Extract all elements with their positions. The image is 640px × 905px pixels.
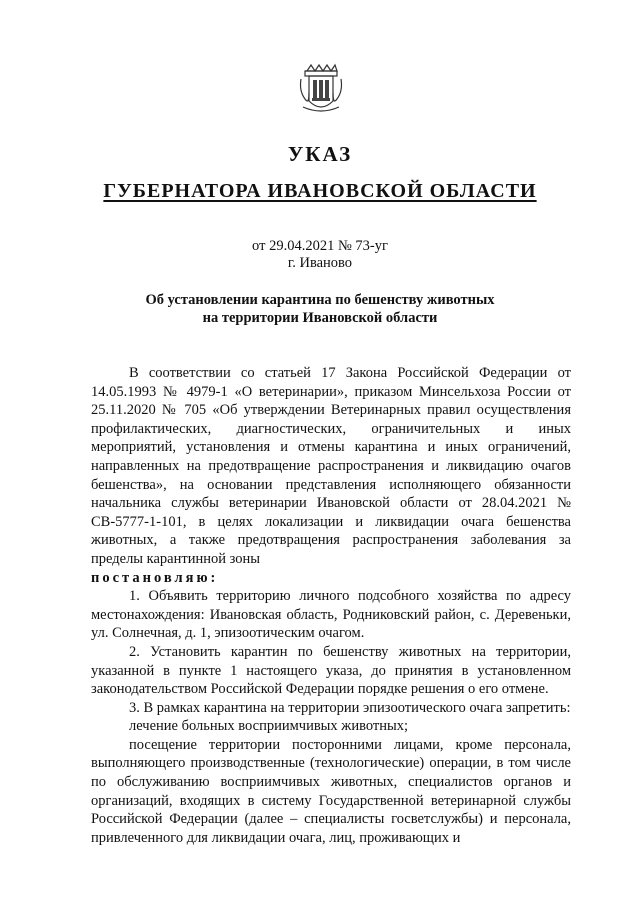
item-3-subitem-a: лечение больных восприимчивых животных; bbox=[129, 718, 408, 735]
document-issuer bbox=[0, 180, 640, 203]
subject-line-1: Об установлении карантина по бешенству животных bbox=[145, 292, 495, 308]
decree-word bbox=[91, 569, 571, 588]
item-2: 2. Установить карантин по бешенству животных на территории, указанной в пункте 1 настоящего указа, до принятия в установленном законодательством Российской Федерации порядке решения о его отмене. bbox=[91, 643, 571, 698]
subject-line-2: на территории Ивановской области bbox=[202, 310, 438, 326]
preamble-paragraph: В соответствии со статьей 17 Закона Российской Федерации от 14.05.1993 № 4979-1 «О ветеринарии», приказом Минсельхоза России от 25.11.2020 № 705 «Об утверждении Ветеринарных правил осуществления профилактических, диагностических, ограничительных и иных мероприятий, установления и отмены карантина и иных ограничений, направленных на предотвращение распространения и ликвидацию очагов бешенства», на основании представления исполняющего обязанности начальника службы ветеринарии Ивановской области от 28.04.2021 № СВ-5777-1-101, в целях локализации и ликвидации очага бешенства животных, а также предотвращения распространения заболевания за пределы карантинной зоны bbox=[91, 365, 571, 567]
document-title: УКАЗ bbox=[287, 142, 353, 166]
item-3: 3. В рамках карантина на территории эпизоотического очага запретить: bbox=[129, 699, 571, 716]
decree-word-text: постановляю: bbox=[91, 569, 219, 586]
item-3-subitem-b: посещение территории посторонними лицами, кроме персонала, выполняющего производственные (технологические) операции, в том числе по обслуживанию восприимчивых животных, специалистов органов и организаций, входящих в систему Государственной ветеринарной службы Российской Федерации (далее – специалисты госветслужбы) и персонала, привлеченного для ликвидации очага, лиц, проживающих и bbox=[91, 736, 571, 846]
coat-of-arms-emblem bbox=[297, 63, 345, 115]
item-1: 1. Объявить территорию личного подсобного хозяйства по адресу местонахождения: Ивановская область, Родниковский район, с. Деревеньки, ул. Солнечная, д. 1, эпизоотическим очагом. bbox=[91, 588, 571, 642]
date-number: от 29.04.2021 № 73-уг bbox=[252, 238, 388, 254]
document-body bbox=[91, 364, 571, 847]
city: г. Иваново bbox=[287, 255, 353, 271]
issuer-text: ГУБЕРНАТОРА ИВАНОВСКОЙ ОБЛАСТИ bbox=[103, 180, 537, 202]
